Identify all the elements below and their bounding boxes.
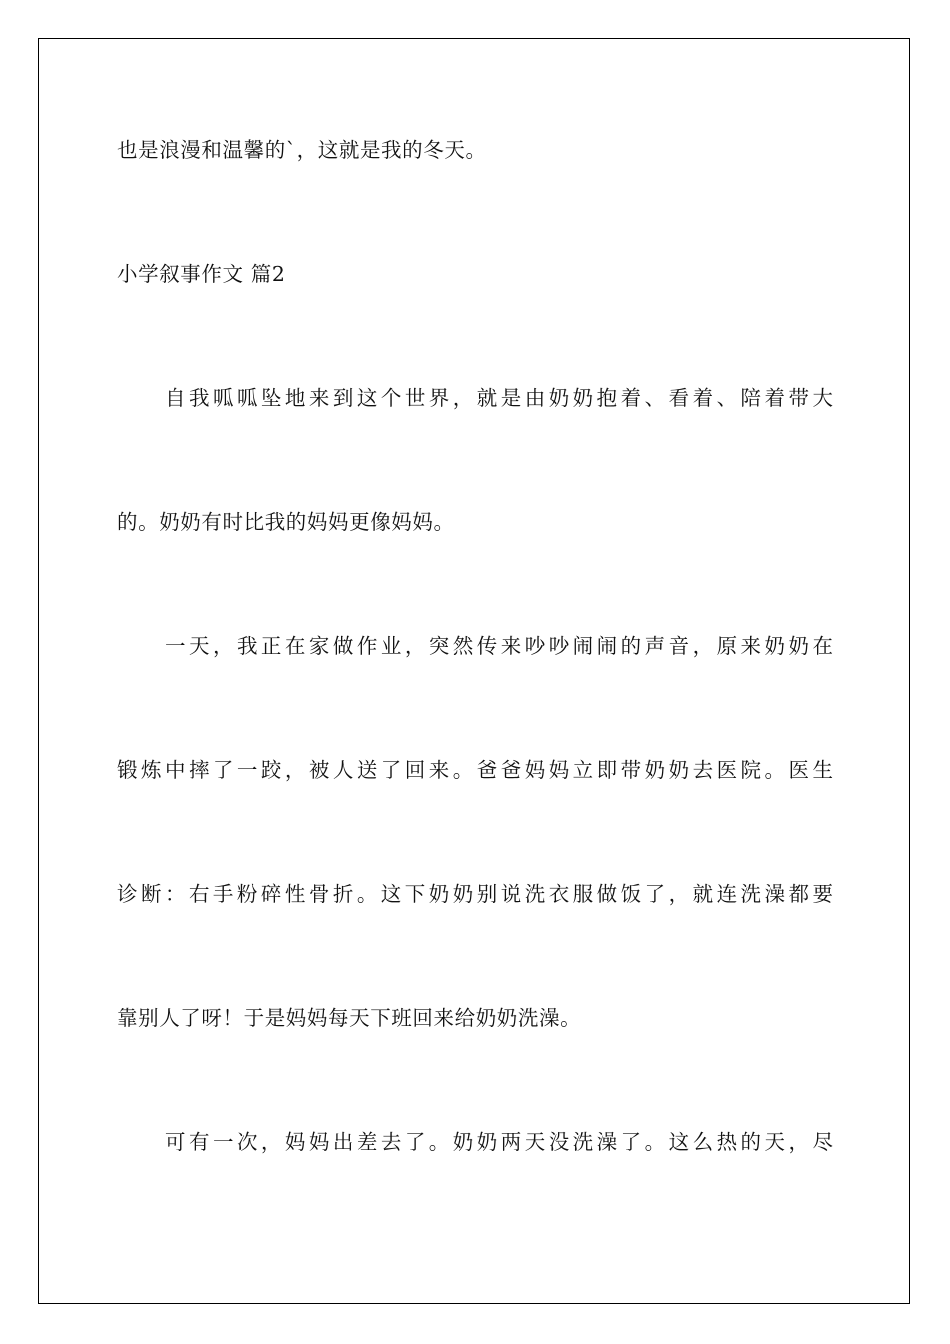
text-line-6: 锻炼中摔了一跤，被人送了回来。爸爸妈妈立即带奶奶去医院。医生: [117, 758, 833, 782]
text-line-5: 一天，我正在家做作业，突然传来吵吵闹闹的声音，原来奶奶在: [165, 634, 833, 658]
text-line-4: 的。奶奶有时比我的妈妈更像妈妈。: [117, 510, 455, 534]
text-line-3: 自我呱呱坠地来到这个世界，就是由奶奶抱着、看着、陪着带大: [165, 386, 833, 410]
page-border: [38, 38, 910, 1304]
text-line-1: 也是浪漫和温馨的`，这就是我的冬天。: [117, 138, 487, 162]
section-heading: 小学叙事作文 篇2: [117, 262, 286, 286]
text-line-8: 靠别人了呀！于是妈妈每天下班回来给奶奶洗澡。: [117, 1006, 582, 1030]
text-line-9: 可有一次，妈妈出差去了。奶奶两天没洗澡了。这么热的天，尽: [165, 1130, 833, 1154]
text-line-7: 诊断：右手粉碎性骨折。这下奶奶别说洗衣服做饭了，就连洗澡都要: [117, 882, 833, 906]
